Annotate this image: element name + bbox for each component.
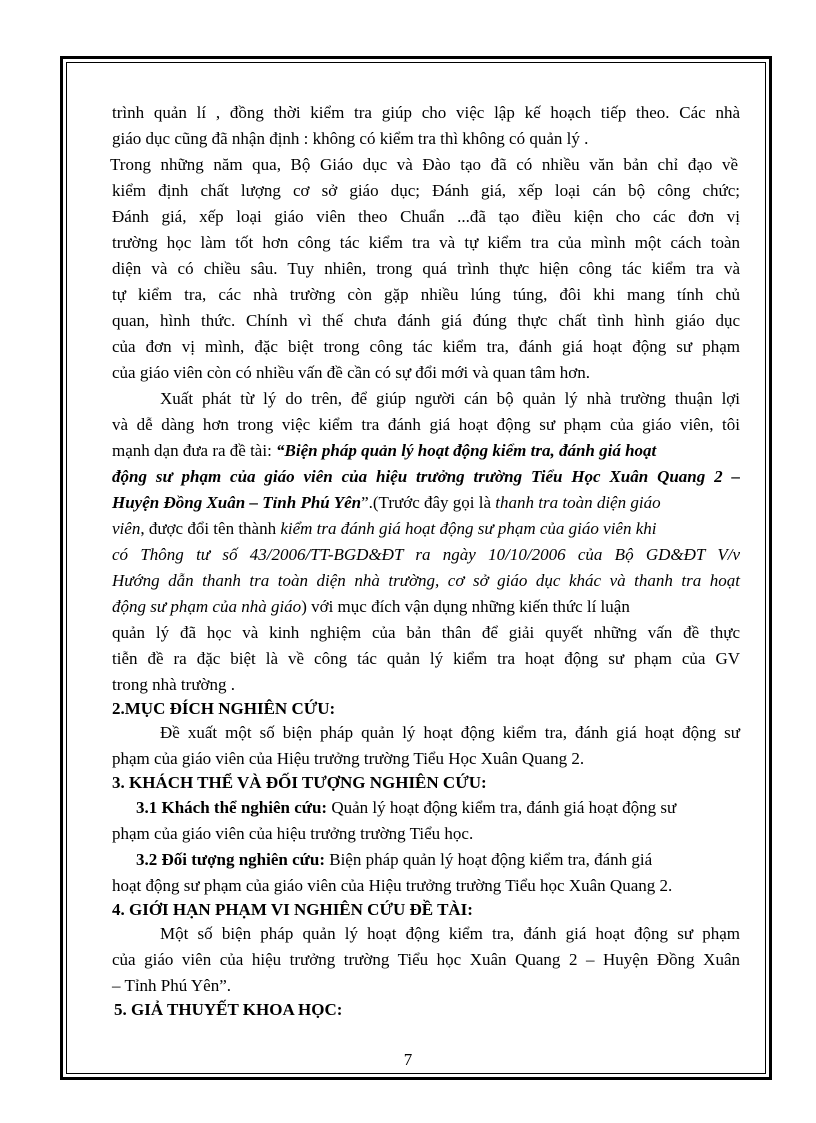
text-line [136,849,652,871]
text-line: trình quản lí , đồng thời kiểm tra giúp cho việc lập kế hoạch tiếp theo. Các nhà [112,103,740,122]
subsection-label: 3.1 Khách thể nghiên cứu: [136,798,328,817]
text-span: kiểm tra đánh giá hoạt động sư phạm của giáo viên khi [280,519,657,538]
text-line: quản lý đã học và kinh nghiệm của bản thân để giải quyết những vấn đề thực [112,623,740,642]
text-span: ) với mục đích vận dụng những kiến thức lí luận [301,597,630,616]
text-line: có Thông tư số 43/2006/TT-BGD&ĐT ra ngày 10/10/2006 của Bộ GD&ĐT V/v [112,545,740,564]
text-span: thanh tra toàn diện giáo [495,493,661,512]
text-line: hoạt động sư phạm của giáo viên của Hiệu trưởng trường Tiểu học Xuân Quang 2. [112,876,673,895]
text-line [112,596,630,618]
text-span: ”.(Trước đây gọi là [361,493,496,512]
topic-title: động sư phạm của giáo viên của hiệu trưởng trường Tiểu Học Xuân Quang 2 – [112,467,740,486]
topic-title: “Biện pháp quản lý hoạt động kiểm tra, đánh giá [276,441,621,460]
text-line: của giáo viên còn có nhiều vấn đề cần có sự đổi mới và quan tâm hơn. [112,363,591,382]
text-line [136,797,676,819]
text-line: Một số biện pháp quản lý hoạt động kiểm tra, đánh giá hoạt động sư phạm [160,924,740,943]
section-heading: 3. KHÁCH THỂ VÀ ĐỐI TƯỢNG NGHIÊN CỨU: [112,773,487,792]
text-line: Đề xuất một số biện pháp quản lý hoạt động kiểm tra, đánh giá hoạt động sư [160,723,740,742]
text-line: – Tỉnh Phú Yên”. [112,976,231,995]
text-line: Trong những năm qua, Bộ Giáo dục và Đào tạo đã có nhiều văn bản chỉ đạo về [110,155,738,174]
text-line [112,492,661,514]
section-heading: 5. GIẢ THUYẾT KHOA HỌC: [114,1000,343,1019]
text-line: và dễ dàng hơn trong việc kiểm tra đánh giá hoạt động sư phạm của giáo viên, tôi [112,415,740,434]
text-line: diện và có chiều sâu. Tuy nhiên, trong quá trình thực hiện công tác kiểm tra và [112,259,740,278]
text-line: giáo dục cũng đã nhận định : không có kiểm tra thì không có quản lý . [112,129,589,148]
text-line: Đánh giá, xếp loại giáo viên theo Chuẩn ...đã tạo điều kiện cho các đơn vị [112,207,740,226]
text-span: hoạt [620,441,657,460]
text-line: trường học làm tốt hơn công tác kiểm tra và tự kiểm tra của mình một cách toàn [112,233,740,252]
text-line: Xuất phát từ lý do trên, để giúp người cán bộ quản lý nhà trường thuận lợi [160,389,740,408]
text-line: tiễn đề ra đặc biệt là về công tác quản lý kiểm tra hoạt động sư phạm của GV [112,649,740,668]
text-line: trong nhà trường . [112,675,236,694]
text-span: , được đổi tên thành [140,519,281,538]
text-line: quan, hình thức. Chính vì thế chưa đánh giá đúng thực chất tình hình giáo dục [112,311,740,330]
text-span: mạnh dạn đưa ra đề tài: [112,441,277,460]
text-line: của giáo viên của hiệu trưởng trường Tiểu học Xuân Quang 2 – Huyện Đồng Xuân [112,950,740,969]
text-line [112,518,657,540]
subsection-label: 3.2 Đối tượng nghiên cứu: [136,850,325,869]
text-span: viên [112,519,141,538]
text-line [112,440,656,462]
text-span: Quản lý hoạt động kiểm tra, đánh giá hoạt động sư [327,798,677,817]
text-line: Hướng dẫn thanh tra toàn diện nhà trường, cơ sở giáo dục khác và thanh tra hoạt [112,571,740,590]
text-line: kiểm định chất lượng cơ sở giáo dục; Đánh giá, xếp loại cán bộ công chức; [112,181,740,200]
text-line: tự kiểm tra, các nhà trường còn gặp nhiều lúng túng, đôi khi mang tính chủ [112,285,740,304]
section-heading: 4. GIỚI HẠN PHẠM VI NGHIÊN CỨU ĐỀ TÀI: [112,900,473,919]
text-span: Biện pháp quản lý hoạt động kiểm tra, đánh giá [324,850,653,869]
topic-title: Huyện Đồng Xuân – Tỉnh Phú Yên [112,493,362,512]
text-line: của đơn vị mình, đặc biệt trong công tác kiểm tra, đánh giá hoạt động sư phạm [112,337,740,356]
section-heading: 2.MỤC ĐÍCH NGHIÊN CỨU: [112,699,336,718]
text-line: phạm của giáo viên của Hiệu trưởng trường Tiểu Học Xuân Quang 2. [112,749,585,768]
page-number: 7 [403,1050,413,1069]
text-line: phạm của giáo viên của hiệu trưởng trường Tiểu học. [112,824,474,843]
text-span: động sư phạm của nhà giáo [112,597,302,616]
